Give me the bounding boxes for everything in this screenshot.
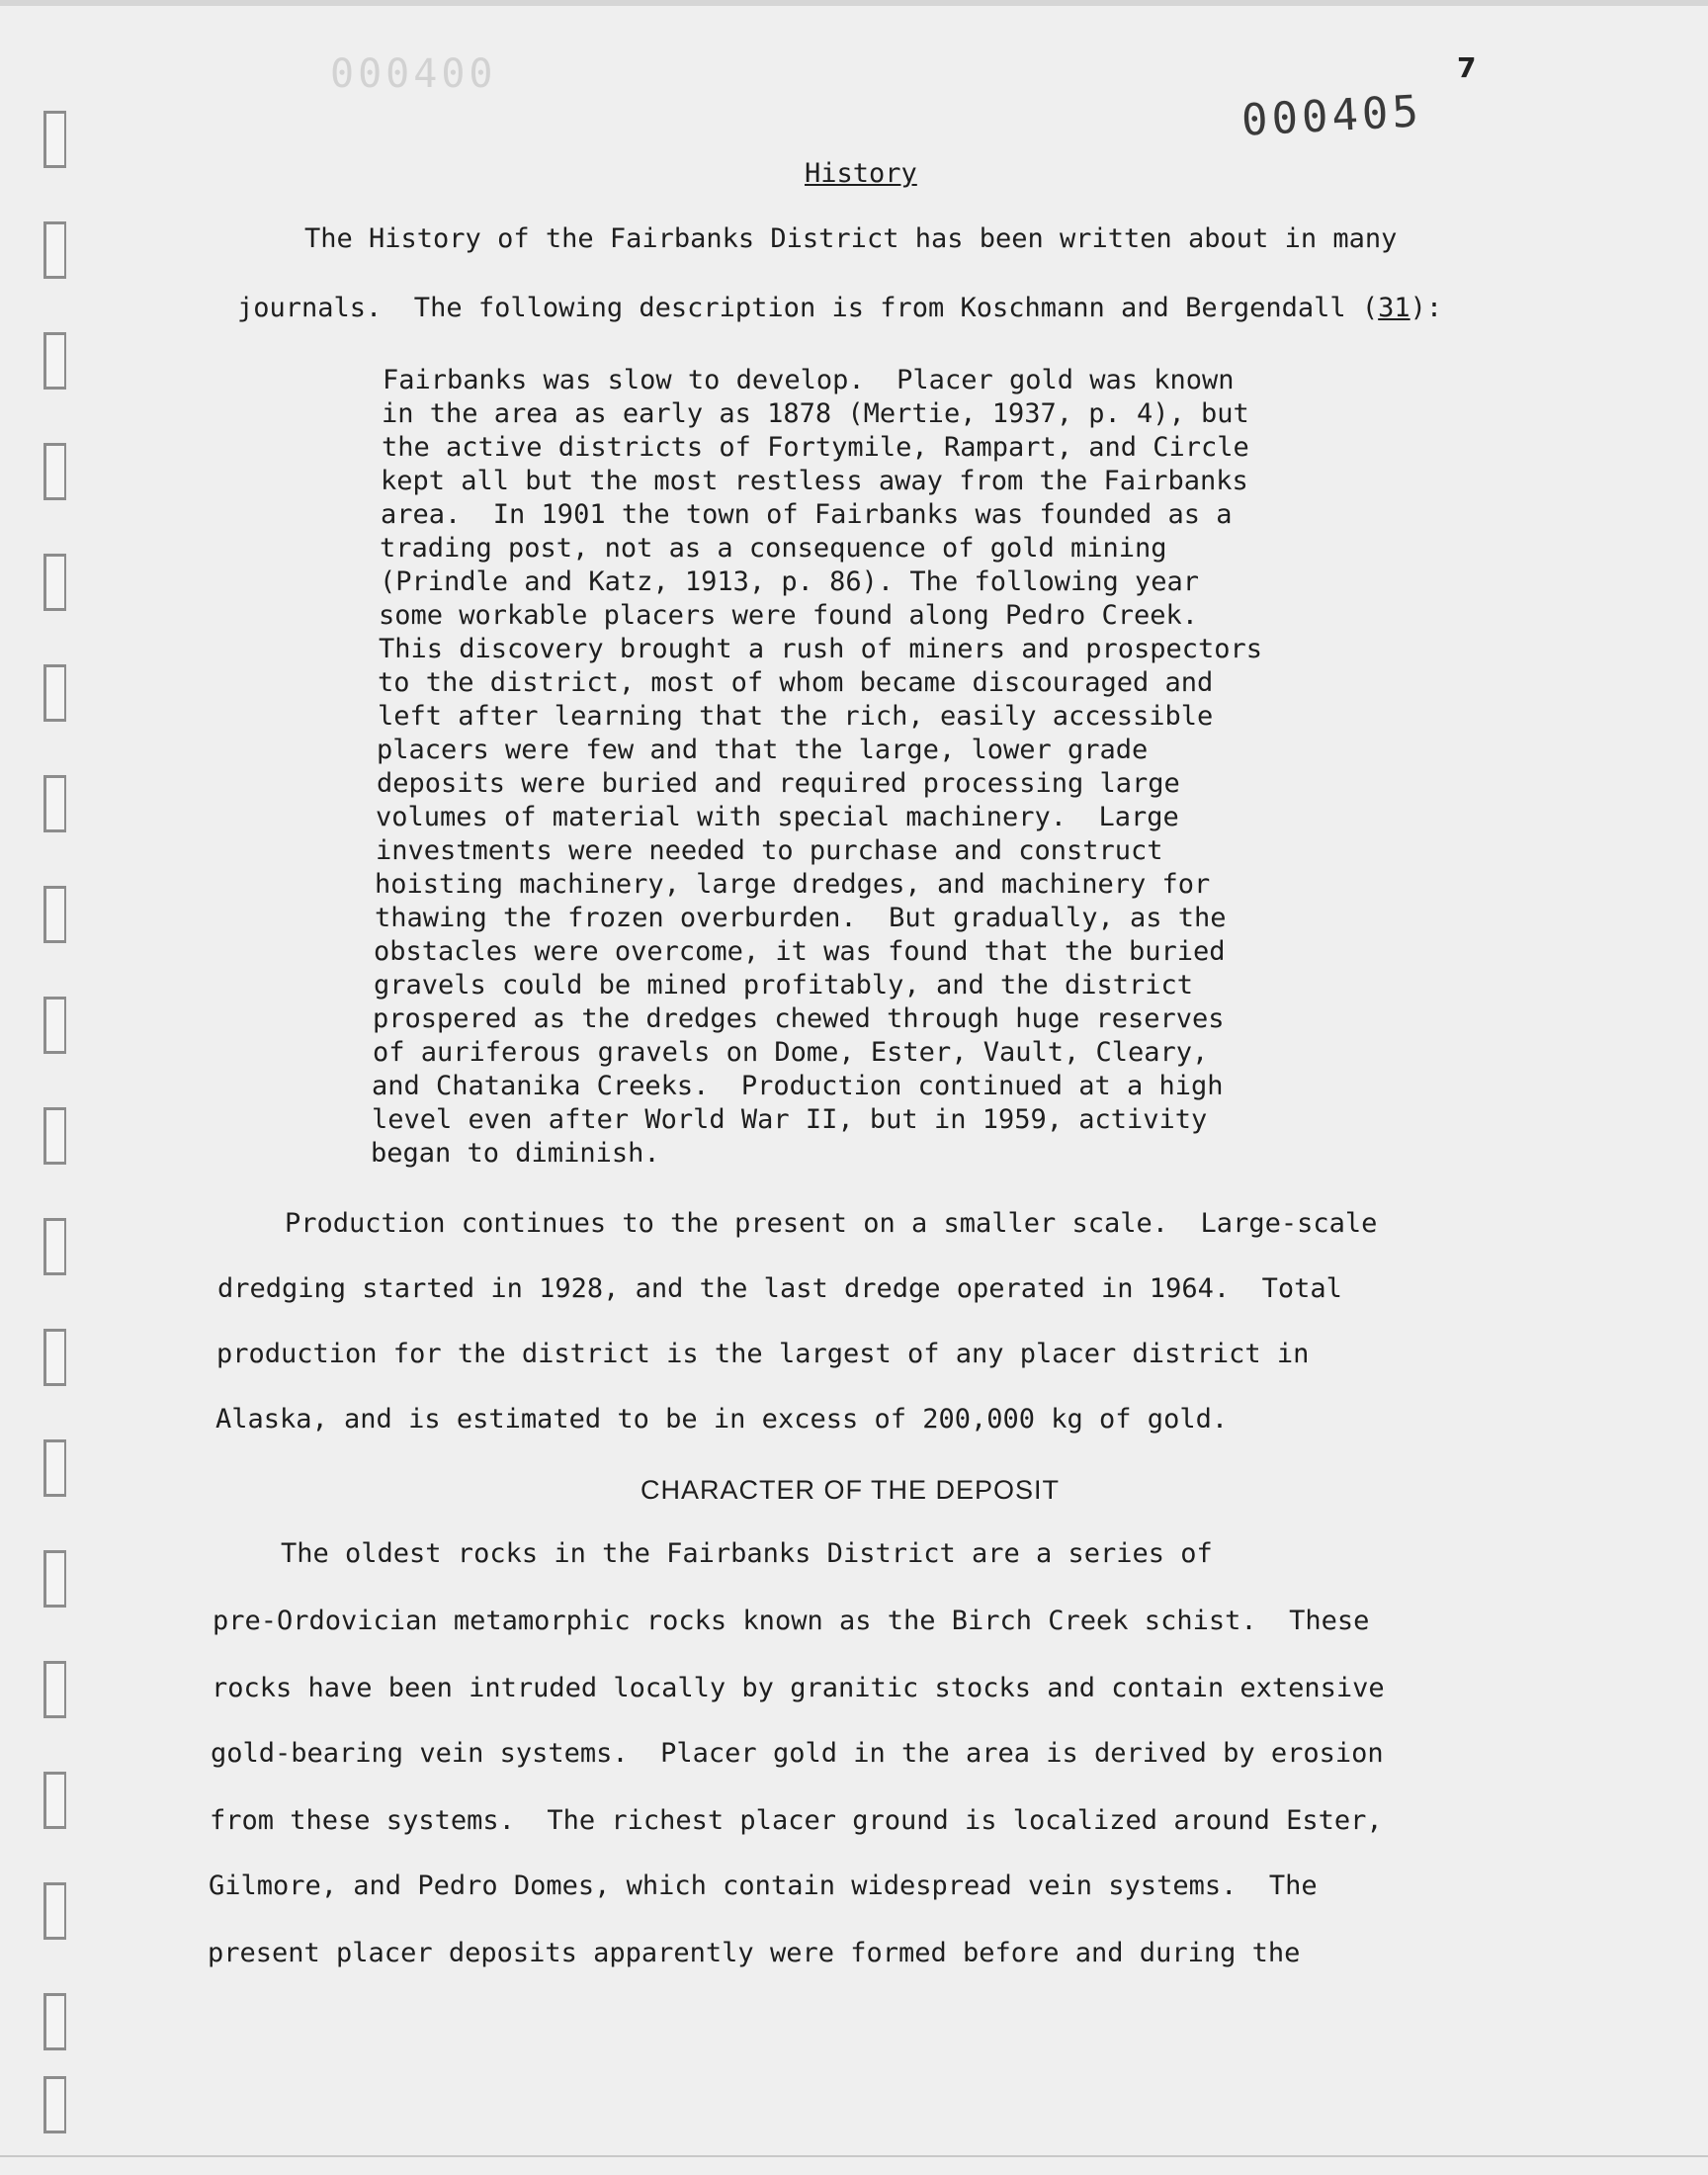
- binder-hole: [43, 997, 66, 1054]
- binder-hole: [43, 1661, 66, 1718]
- quote-line: hoisting machinery, large dredges, and machinery for: [375, 869, 1211, 900]
- binder-hole: [43, 1550, 66, 1608]
- binder-hole: [43, 664, 66, 722]
- quote-line: gravels could be mined profitably, and the district: [374, 970, 1194, 1000]
- production-line: Alaska, and is estimated to be in excess of 200,000 kg of gold.: [215, 1404, 1229, 1435]
- character-line: rocks have been intruded locally by granitic stocks and contain extensive: [212, 1673, 1385, 1703]
- page-number: 7: [1457, 51, 1477, 84]
- quote-line: some workable placers were found along Pedro Creek.: [379, 600, 1199, 631]
- faint-bates-stamp: 000400: [330, 51, 497, 97]
- production-line: Production continues to the present on a smaller scale. Large-scale: [285, 1208, 1378, 1239]
- quote-line: volumes of material with special machinery. Large: [376, 802, 1179, 832]
- character-line: pre-Ordovician metamorphic rocks known as the Birch Creek schist. These: [213, 1606, 1370, 1636]
- binder-hole: [43, 111, 66, 168]
- quote-line: in the area as early as 1878 (Mertie, 1937, p. 4), but: [382, 398, 1249, 429]
- quote-line: trading post, not as a consequence of gold mining: [380, 533, 1167, 564]
- quote-line: deposits were buried and required processing large: [377, 768, 1180, 799]
- binder-hole: [43, 1882, 66, 1940]
- intro-line: journals. The following description is from Koschmann and Bergendall (31):: [237, 293, 1443, 323]
- binder-hole: [43, 1993, 66, 2050]
- history-heading: History: [805, 158, 917, 189]
- quote-line: began to diminish.: [371, 1138, 660, 1169]
- binder-hole: [43, 1107, 66, 1165]
- quote-line: This discovery brought a rush of miners and prospectors: [379, 634, 1263, 664]
- binder-hole: [43, 554, 66, 611]
- bates-number: 000405: [1239, 86, 1424, 146]
- quote-line: Fairbanks was slow to develop. Placer gold was known: [383, 365, 1235, 395]
- quote-line: area. In 1901 the town of Fairbanks was founded as a: [381, 499, 1233, 530]
- quote-line: to the district, most of whom became discouraged and: [378, 667, 1214, 698]
- quote-line: level even after World War II, but in 1959, activity: [372, 1104, 1208, 1135]
- binder-hole: [43, 886, 66, 943]
- quote-line: investments were needed to purchase and construct: [376, 835, 1163, 866]
- binder-hole: [43, 2076, 66, 2133]
- quote-line: of auriferous gravels on Dome, Ester, Vault, Cleary,: [373, 1037, 1209, 1068]
- quote-line: (Prindle and Katz, 1913, p. 86). The following year: [380, 566, 1200, 597]
- binder-hole: [43, 1772, 66, 1829]
- character-line: The oldest rocks in the Fairbanks District are a series of: [281, 1538, 1213, 1569]
- binder-hole: [43, 1329, 66, 1386]
- binder-hole: [43, 1439, 66, 1497]
- quote-line: left after learning that the rich, easily accessible: [378, 701, 1214, 732]
- character-line: present placer deposits apparently were formed before and during the: [208, 1938, 1301, 1968]
- binder-hole: [43, 221, 66, 279]
- character-line: gold-bearing vein systems. Placer gold in the area is derived by erosion: [211, 1738, 1384, 1769]
- binder-hole: [43, 1218, 66, 1275]
- intro-line: The History of the Fairbanks District has been written about in many: [304, 223, 1398, 254]
- character-line: Gilmore, and Pedro Domes, which contain widespread vein systems. The: [209, 1870, 1318, 1901]
- quote-line: thawing the frozen overburden. But gradually, as the: [375, 903, 1227, 933]
- quote-line: prospered as the dredges chewed through huge reserves: [373, 1003, 1225, 1034]
- character-line: from these systems. The richest placer ground is localized around Ester,: [210, 1805, 1383, 1836]
- quote-line: placers were few and that the large, lower grade: [377, 735, 1149, 765]
- quote-line: and Chatanika Creeks. Production continued at a high: [372, 1071, 1224, 1101]
- binder-hole: [43, 443, 66, 500]
- production-line: dredging started in 1928, and the last dredge operated in 1964. Total: [217, 1273, 1342, 1304]
- scan-top-edge: [0, 0, 1708, 6]
- character-heading: CHARACTER OF THE DEPOSIT: [640, 1475, 1061, 1505]
- scan-bottom-edge: [0, 2155, 1708, 2157]
- binder-hole: [43, 775, 66, 832]
- citation-reference: 31: [1378, 293, 1410, 323]
- quote-line: obstacles were overcome, it was found that the buried: [374, 936, 1226, 967]
- binder-hole: [43, 332, 66, 390]
- production-line: production for the district is the largest of any placer district in: [216, 1339, 1310, 1369]
- quote-line: the active districts of Fortymile, Rampart, and Circle: [382, 432, 1249, 463]
- quote-line: kept all but the most restless away from the Fairbanks: [381, 466, 1248, 496]
